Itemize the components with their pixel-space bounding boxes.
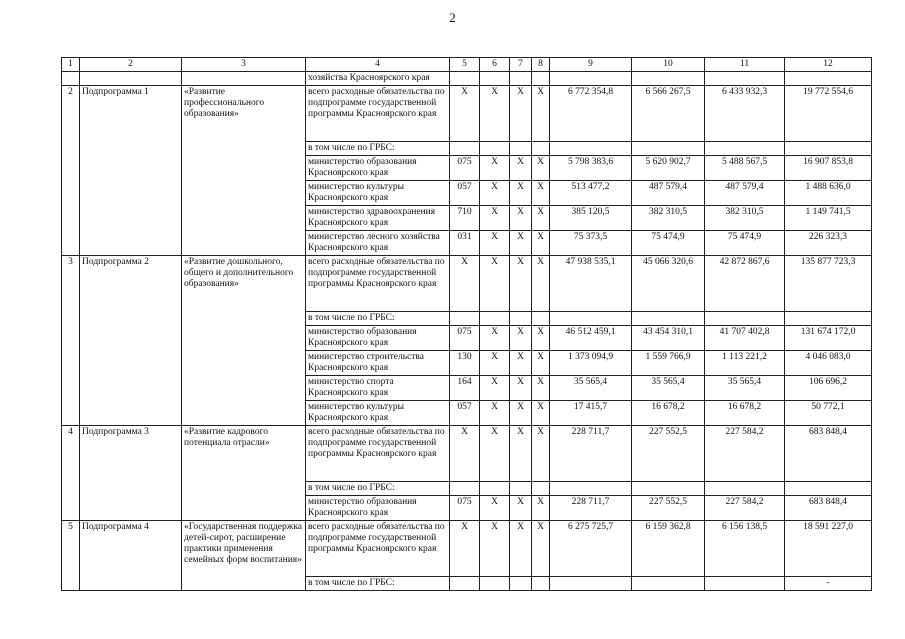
budget-table bbox=[61, 57, 872, 591]
table-cell bbox=[550, 142, 632, 156]
ministry-value: 16 678,2 bbox=[705, 401, 785, 426]
ministry-value: 227 552,5 bbox=[632, 496, 705, 521]
grbs-code: 057 bbox=[450, 401, 480, 426]
ministry-value: 75 373,5 bbox=[550, 231, 632, 256]
sub-label: в том числе по ГРБС: bbox=[306, 577, 450, 591]
ministry-value: 227 584,2 bbox=[705, 496, 785, 521]
ministry-value: 35 565,4 bbox=[550, 376, 632, 401]
table-cell bbox=[450, 312, 480, 326]
table-cell bbox=[532, 72, 550, 86]
program-row bbox=[62, 256, 872, 312]
ministry-value: 487 579,4 bbox=[705, 181, 785, 206]
total-value: 227 584,2 bbox=[705, 426, 785, 482]
column-header: 2 bbox=[80, 58, 182, 72]
ministry-label: министерство строительства Красноярского края bbox=[306, 351, 450, 376]
table-cell bbox=[62, 72, 80, 86]
ministry-value: 487 579,4 bbox=[632, 181, 705, 206]
table-cell bbox=[532, 142, 550, 156]
table-cell bbox=[785, 312, 872, 326]
sub-label: в том числе по ГРБС: bbox=[306, 142, 450, 156]
x-mark: Х bbox=[480, 206, 510, 231]
ministry-label: министерство образования Красноярского края bbox=[306, 496, 450, 521]
x-mark: Х bbox=[480, 401, 510, 426]
x-mark: Х bbox=[532, 521, 550, 577]
ministry-label: министерство культуры Красноярского края bbox=[306, 181, 450, 206]
program-name: Подпрограмма 1 bbox=[80, 86, 182, 256]
ministry-value: 35 565,4 bbox=[705, 376, 785, 401]
table-cell bbox=[480, 482, 510, 496]
table-cell bbox=[705, 142, 785, 156]
x-mark: Х bbox=[532, 256, 550, 312]
table-cell bbox=[450, 482, 480, 496]
total-value: 45 066 320,6 bbox=[632, 256, 705, 312]
total-value: 228 711,7 bbox=[550, 426, 632, 482]
table-cell bbox=[480, 142, 510, 156]
x-mark: Х bbox=[510, 521, 532, 577]
ministry-value: 106 696,2 bbox=[785, 376, 872, 401]
ministry-value: 50 772,1 bbox=[785, 401, 872, 426]
ministry-value: 1 488 636,0 bbox=[785, 181, 872, 206]
table-cell bbox=[510, 482, 532, 496]
table-cell bbox=[532, 482, 550, 496]
x-mark: Х bbox=[450, 426, 480, 482]
ministry-value: 382 310,5 bbox=[632, 206, 705, 231]
x-mark: Х bbox=[480, 86, 510, 142]
x-mark: Х bbox=[532, 376, 550, 401]
grbs-code: 075 bbox=[450, 326, 480, 351]
ministry-value: 43 454 310,1 bbox=[632, 326, 705, 351]
total-label: всего расходные обязательства по подпрограмме государственной программы Красноярского края bbox=[306, 521, 450, 577]
program-title: «Развитие дошкольного, общего и дополнительного образования» bbox=[182, 256, 306, 426]
x-mark: Х bbox=[532, 496, 550, 521]
row-label: хозяйства Красноярского края bbox=[306, 72, 450, 86]
column-header: 5 bbox=[450, 58, 480, 72]
dash-mark: - bbox=[785, 577, 872, 591]
ministry-value: 382 310,5 bbox=[705, 206, 785, 231]
ministry-value: 1 373 094,9 bbox=[550, 351, 632, 376]
x-mark: Х bbox=[510, 401, 532, 426]
program-name: Подпрограмма 3 bbox=[80, 426, 182, 521]
table-cell bbox=[510, 142, 532, 156]
total-value: 47 938 535,1 bbox=[550, 256, 632, 312]
column-header: 10 bbox=[632, 58, 705, 72]
ministry-label: министерство образования Красноярского края bbox=[306, 156, 450, 181]
x-mark: Х bbox=[510, 156, 532, 181]
total-value: 6 433 932,3 bbox=[705, 86, 785, 142]
total-value: 18 591 227,0 bbox=[785, 521, 872, 577]
total-label: всего расходные обязательства по подпрограмме государственной программы Красноярского края bbox=[306, 426, 450, 482]
table-cell bbox=[182, 72, 306, 86]
ministry-label: министерство культуры Красноярского края bbox=[306, 401, 450, 426]
ministry-value: 75 474,9 bbox=[632, 231, 705, 256]
ministry-value: 16 678,2 bbox=[632, 401, 705, 426]
table-cell bbox=[550, 72, 632, 86]
x-mark: Х bbox=[532, 206, 550, 231]
grbs-code: 710 bbox=[450, 206, 480, 231]
total-value: 6 159 362,8 bbox=[632, 521, 705, 577]
grbs-code: 075 bbox=[450, 156, 480, 181]
x-mark: Х bbox=[450, 256, 480, 312]
table-cell bbox=[705, 312, 785, 326]
x-mark: Х bbox=[532, 401, 550, 426]
column-header: 1 bbox=[62, 58, 80, 72]
table-cell bbox=[480, 577, 510, 591]
ministry-value: 131 674 172,0 bbox=[785, 326, 872, 351]
x-mark: Х bbox=[480, 181, 510, 206]
program-name: Подпрограмма 4 bbox=[80, 521, 182, 591]
x-mark: Х bbox=[510, 376, 532, 401]
x-mark: Х bbox=[532, 426, 550, 482]
x-mark: Х bbox=[510, 496, 532, 521]
table-cell bbox=[80, 72, 182, 86]
x-mark: Х bbox=[510, 426, 532, 482]
table-cell bbox=[510, 312, 532, 326]
total-value: 683 848,4 bbox=[785, 426, 872, 482]
total-value: 6 772 354,8 bbox=[550, 86, 632, 142]
table-cell bbox=[632, 72, 705, 86]
x-mark: Х bbox=[510, 181, 532, 206]
x-mark: Х bbox=[510, 326, 532, 351]
ministry-value: 5 620 902,7 bbox=[632, 156, 705, 181]
table-cell bbox=[480, 312, 510, 326]
x-mark: Х bbox=[532, 86, 550, 142]
table-cell bbox=[450, 577, 480, 591]
header-row bbox=[62, 58, 872, 72]
table-cell bbox=[785, 142, 872, 156]
program-row bbox=[62, 521, 872, 577]
table-cell bbox=[705, 577, 785, 591]
total-value: 6 156 138,5 bbox=[705, 521, 785, 577]
total-label: всего расходные обязательства по подпрограмме государственной программы Красноярского края bbox=[306, 86, 450, 142]
x-mark: Х bbox=[510, 256, 532, 312]
program-number: 2 bbox=[62, 86, 80, 256]
x-mark: Х bbox=[450, 521, 480, 577]
x-mark: Х bbox=[480, 231, 510, 256]
program-number: 3 bbox=[62, 256, 80, 426]
table-cell bbox=[450, 72, 480, 86]
ministry-value: 41 707 402,8 bbox=[705, 326, 785, 351]
table-cell bbox=[532, 577, 550, 591]
x-mark: Х bbox=[510, 86, 532, 142]
x-mark: Х bbox=[480, 376, 510, 401]
table-cell bbox=[510, 577, 532, 591]
table-cell bbox=[785, 482, 872, 496]
x-mark: Х bbox=[510, 231, 532, 256]
column-header: 9 bbox=[550, 58, 632, 72]
total-value: 135 877 723,3 bbox=[785, 256, 872, 312]
program-title: «Развитие кадрового потенциала отрасли» bbox=[182, 426, 306, 521]
program-title: «Государственная поддержка детей-сирот, расширение практики применения семейных форм воспитания» bbox=[182, 521, 306, 591]
x-mark: Х bbox=[480, 256, 510, 312]
x-mark: Х bbox=[480, 496, 510, 521]
table-cell bbox=[450, 142, 480, 156]
ministry-value: 226 323,3 bbox=[785, 231, 872, 256]
table-cell bbox=[632, 577, 705, 591]
ministry-value: 1 149 741,5 bbox=[785, 206, 872, 231]
ministry-value: 5 488 567,5 bbox=[705, 156, 785, 181]
x-mark: Х bbox=[510, 351, 532, 376]
ministry-value: 35 565,4 bbox=[632, 376, 705, 401]
ministry-value: 228 711,7 bbox=[550, 496, 632, 521]
table-cell bbox=[632, 142, 705, 156]
ministry-label: министерство образования Красноярского края bbox=[306, 326, 450, 351]
total-value: 227 552,5 bbox=[632, 426, 705, 482]
ministry-value: 17 415,7 bbox=[550, 401, 632, 426]
column-header: 11 bbox=[705, 58, 785, 72]
sub-label: в том числе по ГРБС: bbox=[306, 482, 450, 496]
table-cell bbox=[532, 312, 550, 326]
ministry-value: 5 798 383,6 bbox=[550, 156, 632, 181]
table-cell bbox=[785, 72, 872, 86]
column-header: 7 bbox=[510, 58, 532, 72]
x-mark: Х bbox=[532, 181, 550, 206]
column-header: 8 bbox=[532, 58, 550, 72]
program-number: 4 bbox=[62, 426, 80, 521]
total-value: 19 772 554,6 bbox=[785, 86, 872, 142]
column-header: 12 bbox=[785, 58, 872, 72]
total-value: 6 566 267,5 bbox=[632, 86, 705, 142]
column-header: 6 bbox=[480, 58, 510, 72]
grbs-code: 164 bbox=[450, 376, 480, 401]
x-mark: Х bbox=[480, 156, 510, 181]
column-header: 4 bbox=[306, 58, 450, 72]
x-mark: Х bbox=[480, 326, 510, 351]
table-cell bbox=[550, 577, 632, 591]
x-mark: Х bbox=[532, 156, 550, 181]
x-mark: Х bbox=[532, 351, 550, 376]
ministry-label: министерство лесного хозяйства Красноярского края bbox=[306, 231, 450, 256]
x-mark: Х bbox=[480, 351, 510, 376]
ministry-value: 1 559 766,9 bbox=[632, 351, 705, 376]
program-row bbox=[62, 86, 872, 142]
x-mark: Х bbox=[532, 231, 550, 256]
ministry-value: 46 512 459,1 bbox=[550, 326, 632, 351]
ministry-value: 4 046 083,0 bbox=[785, 351, 872, 376]
x-mark: Х bbox=[532, 326, 550, 351]
ministry-value: 1 113 221,2 bbox=[705, 351, 785, 376]
total-value: 6 275 725,7 bbox=[550, 521, 632, 577]
ministry-label: министерство спорта Красноярского края bbox=[306, 376, 450, 401]
x-mark: Х bbox=[510, 206, 532, 231]
table-cell bbox=[632, 312, 705, 326]
program-number: 5 bbox=[62, 521, 80, 591]
grbs-code: 075 bbox=[450, 496, 480, 521]
ministry-value: 683 848,4 bbox=[785, 496, 872, 521]
page-number: 2 bbox=[449, 10, 456, 25]
sub-label: в том числе по ГРБС: bbox=[306, 312, 450, 326]
x-mark: Х bbox=[480, 426, 510, 482]
table-cell bbox=[705, 482, 785, 496]
ministry-value: 385 120,5 bbox=[550, 206, 632, 231]
program-title: «Развитие профессионального образования» bbox=[182, 86, 306, 256]
column-header: 3 bbox=[182, 58, 306, 72]
table-row bbox=[62, 72, 872, 86]
table-cell bbox=[550, 482, 632, 496]
program-name: Подпрограмма 2 bbox=[80, 256, 182, 426]
table-cell bbox=[480, 72, 510, 86]
x-mark: Х bbox=[480, 521, 510, 577]
table-cell bbox=[705, 72, 785, 86]
table-cell bbox=[550, 312, 632, 326]
ministry-value: 75 474,9 bbox=[705, 231, 785, 256]
ministry-value: 513 477,2 bbox=[550, 181, 632, 206]
total-label: всего расходные обязательства по подпрограмме государственной программы Красноярского края bbox=[306, 256, 450, 312]
grbs-code: 057 bbox=[450, 181, 480, 206]
grbs-code: 031 bbox=[450, 231, 480, 256]
program-row bbox=[62, 426, 872, 482]
ministry-label: министерство здравоохранения Красноярского края bbox=[306, 206, 450, 231]
ministry-value: 16 907 853,8 bbox=[785, 156, 872, 181]
table-cell bbox=[510, 72, 532, 86]
grbs-code: 130 bbox=[450, 351, 480, 376]
total-value: 42 872 867,6 bbox=[705, 256, 785, 312]
table-cell bbox=[632, 482, 705, 496]
x-mark: Х bbox=[450, 86, 480, 142]
